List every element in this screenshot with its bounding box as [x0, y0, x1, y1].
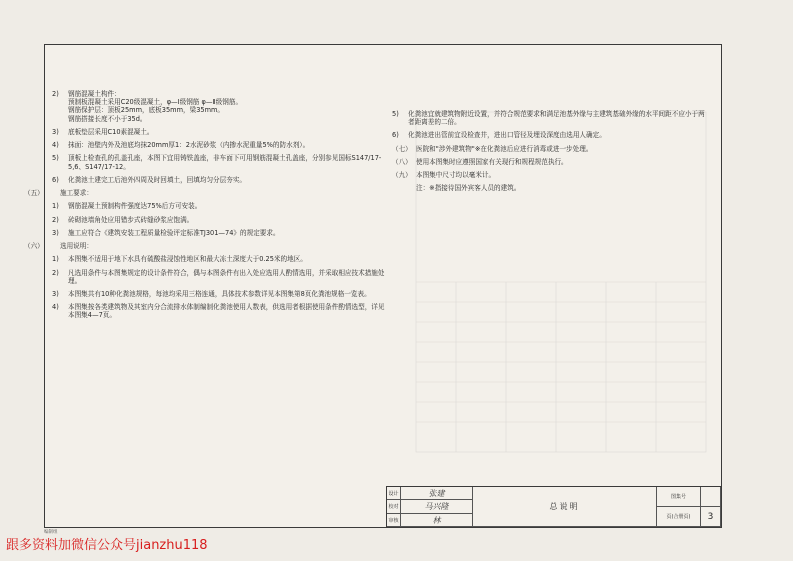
atlas-number-label: 图集号: [657, 487, 701, 507]
footnote: 注：※指接待国外宾客人员的建筑。: [416, 184, 521, 193]
numbered-item: [52, 255, 387, 263]
section-text: 医院和"涉外建筑物"※在化粪池后应进行消毒或进一步处理。: [416, 144, 593, 153]
item-line: 抹面：池壁内外及池底均抹20mm厚1：2水泥砂浆（内掺水泥重量5%的防水剂）。: [68, 141, 310, 150]
item-number: 6): [392, 131, 399, 140]
item-number: 3): [52, 228, 59, 237]
reviewer-signature: 林: [401, 514, 473, 527]
design-label: 设计: [387, 487, 401, 500]
item-text: [68, 255, 387, 263]
item-line: 砖砌池墙角处应用错步式砖缝砂浆应饱满。: [68, 215, 194, 224]
item-line: 钢筋混凝土构件：: [68, 90, 121, 98]
item-line: 化粪池宜就建筑物附近设置，并符合规范要求和满足池基外缘与主建筑基础外缘的水平间距不应小于两者距离差的二倍。: [408, 110, 705, 127]
numbered-item: [52, 303, 387, 319]
item-text: [68, 303, 387, 319]
item-line: 化粪池进出管前宜设检查井，进出口管径及埋设深度由选用人确定。: [408, 131, 606, 140]
item-number: 4): [52, 303, 59, 312]
item-number: 3): [52, 289, 59, 298]
section-item: [392, 158, 710, 166]
section-number: （九）: [392, 171, 412, 180]
section-text: 本图集中尺寸均以毫米计。: [416, 171, 496, 180]
right-column: [392, 110, 710, 193]
section-5-heading: [24, 189, 387, 197]
item-number: 3): [52, 127, 59, 136]
item-line: 钢筋混凝土预制构件强度达75%后方可安装。: [68, 202, 202, 211]
numbered-item: [52, 269, 387, 285]
numbered-item: [52, 154, 387, 170]
item-line: 顶板上检查孔的孔盖孔座，本图下宜用铸铁盖座，非车面下可用钢筋混凝土孔盖座，分别参见国标S147/17-5,6、S147/17-12。: [68, 154, 382, 171]
item-number: 1): [52, 202, 59, 211]
numbered-item: [52, 128, 387, 136]
item-text: [68, 176, 387, 184]
watermark-text: 跟多资料加微信公众号jianzhu118: [6, 538, 208, 553]
page-number: 3: [701, 507, 721, 527]
item-line: 化粪池土建完工后池外四周及时回填土，回填均匀分层夯实。: [68, 175, 247, 184]
section-title: 选用说明：: [60, 242, 93, 251]
item-number: 4): [52, 141, 59, 150]
item-line: 钢筋保护层：顶板25mm，底板35mm，梁35mm。: [68, 106, 225, 115]
item-line: 钢筋搭接长度不小于35d。: [68, 114, 147, 123]
numbered-item: [52, 290, 387, 298]
title-block: [386, 486, 721, 527]
item-text: [68, 216, 387, 224]
numbered-item: [52, 141, 387, 149]
item-number: 5): [52, 154, 59, 163]
section-item: [392, 145, 710, 153]
page-label: 页(合册页): [657, 507, 701, 527]
section-title: 施工要求：: [60, 189, 93, 198]
item-text: [68, 290, 387, 298]
item-number: 2): [52, 268, 59, 277]
sheet-title: 总说明: [473, 487, 657, 527]
section-number: （七）: [392, 144, 412, 153]
section-6-heading: [24, 242, 387, 250]
checker-signature: 马兴隆: [401, 500, 473, 514]
item-text: [68, 90, 387, 123]
item-line: 预制板混凝土采用C20级混凝土，φ—Ⅰ级钢筋 φ—Ⅱ级钢筋。: [68, 98, 243, 107]
item-line: 施工应符合《建筑安装工程质量检验评定标准TJ301—74》的规定要求。: [68, 228, 280, 237]
numbered-item: [52, 202, 387, 210]
item-number: 2): [52, 215, 59, 224]
compiler-note: 编制组: [44, 530, 58, 535]
check-label: 校对: [387, 500, 401, 514]
section-number: （六）: [24, 242, 44, 251]
item-number: 2): [52, 90, 59, 98]
section-number: （八）: [392, 157, 412, 166]
section-text: 使用本图集时应遵照国家有关现行和规程规范执行。: [416, 157, 568, 166]
numbered-item: [52, 176, 387, 184]
item-number: 6): [52, 175, 59, 184]
section-item: [392, 171, 710, 179]
item-text: [408, 110, 710, 126]
item-number: 5): [392, 110, 399, 118]
numbered-item: [392, 131, 710, 139]
item-line: 本图集共有10种化粪池规格，每池均采用三格连通，具体技术参数详见本图集第8页化粪池规格一览表。: [68, 289, 371, 298]
numbered-item: [52, 90, 387, 123]
section-number: （五）: [24, 189, 44, 198]
numbered-item: [392, 110, 710, 126]
item-text: [408, 131, 710, 139]
item-number: 1): [52, 255, 59, 264]
item-text: [68, 269, 387, 285]
item-line: 本图集不适用于地下水具有硫酸盐浸蚀性地区和最大冻土深度大于0.25米的地区。: [68, 255, 307, 264]
numbered-item: [52, 229, 387, 237]
item-text: [68, 229, 387, 237]
item-text: [68, 141, 387, 149]
item-line: 凡选用条件与本图集规定的设计条件符合，偶与本图条件有出入处应选用人酌情选用，并采取相应技术措施处理。: [68, 268, 385, 285]
item-text: [68, 202, 387, 210]
item-text: [68, 154, 387, 170]
designer-signature: 张建: [401, 487, 473, 500]
item-text: [68, 128, 387, 136]
item-line: 底板垫层采用C10素混凝土。: [68, 127, 154, 136]
item-line: 本图集按各类建筑物及其室内分合流排水体制编制化粪池使用人数表，供选用者根据使用条件酌情选型，详见本图集4—7页。: [68, 303, 385, 320]
atlas-number-value: [701, 487, 721, 507]
review-label: 审核: [387, 514, 401, 527]
left-column: [24, 90, 387, 325]
numbered-item: [52, 216, 387, 224]
